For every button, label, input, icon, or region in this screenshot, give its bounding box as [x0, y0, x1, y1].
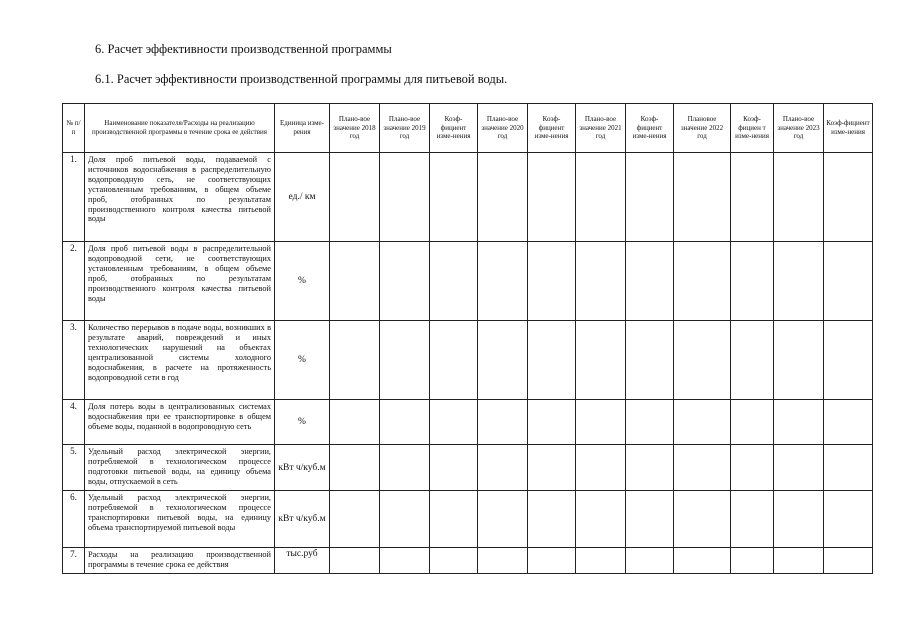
value-cell	[626, 153, 674, 242]
value-cell	[674, 491, 731, 548]
value-cell	[626, 400, 674, 445]
value-cell	[528, 491, 576, 548]
value-cell	[380, 548, 430, 574]
value-cell	[380, 445, 430, 491]
value-cell	[380, 491, 430, 548]
table-row	[63, 400, 873, 445]
value-cell	[478, 491, 528, 548]
row-name: Удельный расход электрической энергии, потребляемой в технологическом процессе транспортировки питьевой воды, на единицу объема транспортируемой питьевой воды	[85, 491, 275, 548]
row-unit: %	[275, 400, 330, 445]
value-cell	[731, 491, 774, 548]
row-unit: %	[275, 242, 330, 321]
value-cell	[626, 242, 674, 321]
value-cell	[478, 153, 528, 242]
table-row	[63, 445, 873, 491]
value-cell	[576, 400, 626, 445]
value-cell	[380, 321, 430, 400]
table-row	[63, 321, 873, 400]
col-header-unit: Единица изме-рения	[275, 104, 330, 153]
value-cell	[824, 400, 873, 445]
value-cell	[380, 400, 430, 445]
table-row	[63, 242, 873, 321]
col-header-coef-2019: Коэф-фициент изме-нения	[430, 104, 478, 153]
value-cell	[774, 400, 824, 445]
row-name: Расходы на реализацию производственной программы в течение срока ее действия	[85, 548, 275, 574]
value-cell	[774, 548, 824, 574]
row-unit: кВт ч/куб.м	[275, 445, 330, 491]
value-cell	[576, 321, 626, 400]
row-number: 6.	[63, 491, 85, 548]
value-cell	[528, 445, 576, 491]
value-cell	[528, 321, 576, 400]
value-cell	[430, 445, 478, 491]
value-cell	[576, 153, 626, 242]
value-cell	[430, 321, 478, 400]
value-cell	[330, 445, 380, 491]
value-cell	[674, 321, 731, 400]
value-cell	[380, 153, 430, 242]
col-header-coef-2023: Коэф-фициент изме-нения	[824, 104, 873, 153]
value-cell	[674, 153, 731, 242]
row-unit: %	[275, 321, 330, 400]
col-header-coef-2020: Коэф-фициент изме-нения	[528, 104, 576, 153]
value-cell	[626, 548, 674, 574]
value-cell	[478, 400, 528, 445]
table-row	[63, 153, 873, 242]
value-cell	[731, 445, 774, 491]
value-cell	[576, 445, 626, 491]
value-cell	[576, 491, 626, 548]
value-cell	[478, 548, 528, 574]
col-header-plan-2020: Плано-вое значение 2020 год	[478, 104, 528, 153]
value-cell	[731, 548, 774, 574]
col-header-plan-2023: Плано-вое значение 2023 год	[774, 104, 824, 153]
col-header-plan-2019: Плано-вое значение 2019 год	[380, 104, 430, 153]
value-cell	[774, 321, 824, 400]
row-unit: кВт ч/куб.м	[275, 491, 330, 548]
value-cell	[330, 548, 380, 574]
row-number: 1.	[63, 153, 85, 242]
value-cell	[774, 242, 824, 321]
value-cell	[576, 242, 626, 321]
value-cell	[731, 321, 774, 400]
value-cell	[824, 242, 873, 321]
value-cell	[330, 400, 380, 445]
row-number: 5.	[63, 445, 85, 491]
row-number: 4.	[63, 400, 85, 445]
value-cell	[774, 445, 824, 491]
subsection-heading: 6.1. Расчет эффективности производственной программы для питьевой воды.	[95, 72, 508, 86]
value-cell	[330, 242, 380, 321]
value-cell	[330, 321, 380, 400]
value-cell	[478, 242, 528, 321]
value-cell	[430, 242, 478, 321]
table-row	[63, 491, 873, 548]
value-cell	[478, 445, 528, 491]
col-header-plan-2021: Плано-вое значение 2021 год	[576, 104, 626, 153]
value-cell	[731, 400, 774, 445]
col-header-plan-2022: Плановое значение 2022 год	[674, 104, 731, 153]
row-name: Доля проб питьевой воды, подаваемой с источников водоснабжения в распределительную водопроводную сеть, не соответствующих установленным требованиям, в общем объеме проб, отобранных по результатам производственного контроля качества питьевой воды	[85, 153, 275, 242]
row-name: Доля потерь воды в централизованных системах водоснабжения при ее транспортировке в общем объеме воды, поданной в водопроводную сеть	[85, 400, 275, 445]
value-cell	[674, 445, 731, 491]
col-header-coef-2021: Коэф-фициент изме-нения	[626, 104, 674, 153]
value-cell	[330, 153, 380, 242]
value-cell	[330, 491, 380, 548]
value-cell	[430, 400, 478, 445]
value-cell	[824, 321, 873, 400]
value-cell	[674, 400, 731, 445]
value-cell	[626, 491, 674, 548]
value-cell	[824, 445, 873, 491]
row-number: 3.	[63, 321, 85, 400]
value-cell	[528, 153, 576, 242]
value-cell	[731, 242, 774, 321]
efficiency-table	[62, 103, 873, 574]
value-cell	[674, 242, 731, 321]
row-number: 2.	[63, 242, 85, 321]
value-cell	[478, 321, 528, 400]
row-name: Доля проб питьевой воды в распределительной водопроводной сети, не соответствующих установленным требованиям, в общем объеме проб, отобранных по результатам производственного контроля качества питьевой воды	[85, 242, 275, 321]
col-header-plan-2018: Плано-вое значение 2018 год	[330, 104, 380, 153]
value-cell	[430, 153, 478, 242]
col-header-number: № п/п	[63, 104, 85, 153]
value-cell	[674, 548, 731, 574]
value-cell	[576, 548, 626, 574]
value-cell	[528, 400, 576, 445]
value-cell	[824, 491, 873, 548]
table-row	[63, 548, 873, 574]
value-cell	[824, 153, 873, 242]
value-cell	[528, 548, 576, 574]
value-cell	[528, 242, 576, 321]
row-name: Удельный расход электрической энергии, потребляемой в технологическом процессе подготовки питьевой воды, на единицу объема воды, отпускаемой в сеть	[85, 445, 275, 491]
col-header-name: Наименование показателя/Расходы на реализацию производственной программы в течение срока ее действия	[85, 104, 275, 153]
value-cell	[380, 242, 430, 321]
table-header-row	[63, 104, 873, 153]
value-cell	[430, 491, 478, 548]
value-cell	[774, 491, 824, 548]
value-cell	[774, 153, 824, 242]
row-name: Количество перерывов в подаче воды, возникших в результате аварий, повреждений и иных технологических нарушений на объектах централизованной системы холодного водоснабжения, в расчете на протяженность водопроводной сети в год	[85, 321, 275, 400]
col-header-coef-2022: Коэф-фициен т изме-нения	[731, 104, 774, 153]
value-cell	[731, 153, 774, 242]
row-number: 7.	[63, 548, 85, 574]
row-unit: тыс.руб	[275, 548, 330, 574]
section-heading: 6. Расчет эффективности производственной программы	[95, 42, 392, 56]
value-cell	[430, 548, 478, 574]
row-unit: ед./ км	[275, 153, 330, 242]
value-cell	[824, 548, 873, 574]
value-cell	[626, 321, 674, 400]
value-cell	[626, 445, 674, 491]
